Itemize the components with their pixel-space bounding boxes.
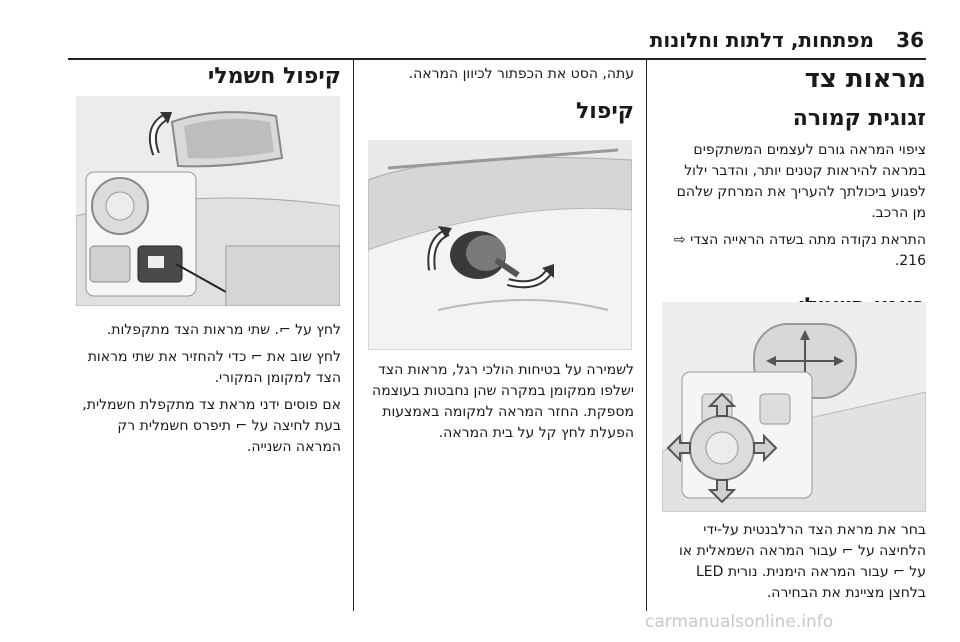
mirror-folding-illustration	[368, 140, 632, 350]
subsection-electric-folding-title: קיפול חשמלי	[207, 64, 341, 89]
subsection-convex-glass-title: זגוגית קמורה	[792, 106, 926, 131]
right-column	[660, 64, 926, 320]
electric-folding-illustration	[76, 96, 340, 306]
left-column-bottom	[75, 320, 341, 458]
blind-spot-paragraph: התראת נקודה מתה בשדה הראייה הצדי ⇨ 216.	[673, 232, 926, 269]
folding-paragraph: לשמירה על בטיחות הולכי רגל, מראות הצד ישלפו ממקומן במקרה שהן נחבטות בעוצמה מספקת. החזר המראה למקומה באמצעות הפעלת לחץ קל על בית המראה.	[372, 362, 634, 441]
mirror-folding-drawing	[368, 140, 632, 350]
watermark[interactable]: carmanualsonline.info	[645, 612, 834, 632]
convex-glass-paragraph: ציפוי המראה גורם לעצמים המשתקפים במראה להיראות קטנים יותר, והדבר ילול לפגוע ביכולתך להעריך את המרחק שלהם מן הרכב.	[676, 142, 926, 221]
subsection-folding-title: קיפול	[575, 99, 634, 124]
middle-column-bottom	[368, 360, 634, 444]
right-column-bottom	[660, 520, 926, 604]
select-mirror-paragraph: בחר את מראת הצד הרלבנטית על-ידי הלחיצה על ⌐ עבור המראה השמאלית או על ⌐ עבור המראה הימנית. נורית LED בלחצן מציינת את הבחירה.	[678, 522, 926, 601]
chapter-title: מפתחות, דלתות וחלונות	[649, 28, 874, 52]
mirror-adjust-drawing	[662, 302, 926, 512]
unfold-press-paragraph: לחץ שוב את ⌐ כדי להחזיר את שתי מראות הצד למקומן המקורי.	[87, 349, 341, 386]
electric-folding-drawing	[76, 96, 340, 306]
mirror-adjust-illustration	[662, 302, 926, 512]
move-knob-text: עתה, הסט את הכפתור לכיוון המראה.	[408, 66, 634, 82]
column-divider-right	[646, 58, 647, 611]
page-number: 36	[896, 28, 924, 52]
page-header	[0, 28, 960, 58]
manual-unfold-paragraph: אם פוסים ידני מראת צד מתקפלת חשמלית, בעת לחיצה על ⌐ תיפרס חשמלית רק המראה השנייה.	[82, 397, 341, 455]
left-column	[75, 64, 341, 90]
fold-press-paragraph: לחץ על ⌐. שתי מראות הצד מתקפלות.	[106, 322, 341, 338]
column-divider-left	[353, 58, 354, 611]
middle-column	[368, 64, 634, 125]
section-title: מראות צד	[804, 64, 926, 94]
header-rule	[68, 58, 926, 60]
